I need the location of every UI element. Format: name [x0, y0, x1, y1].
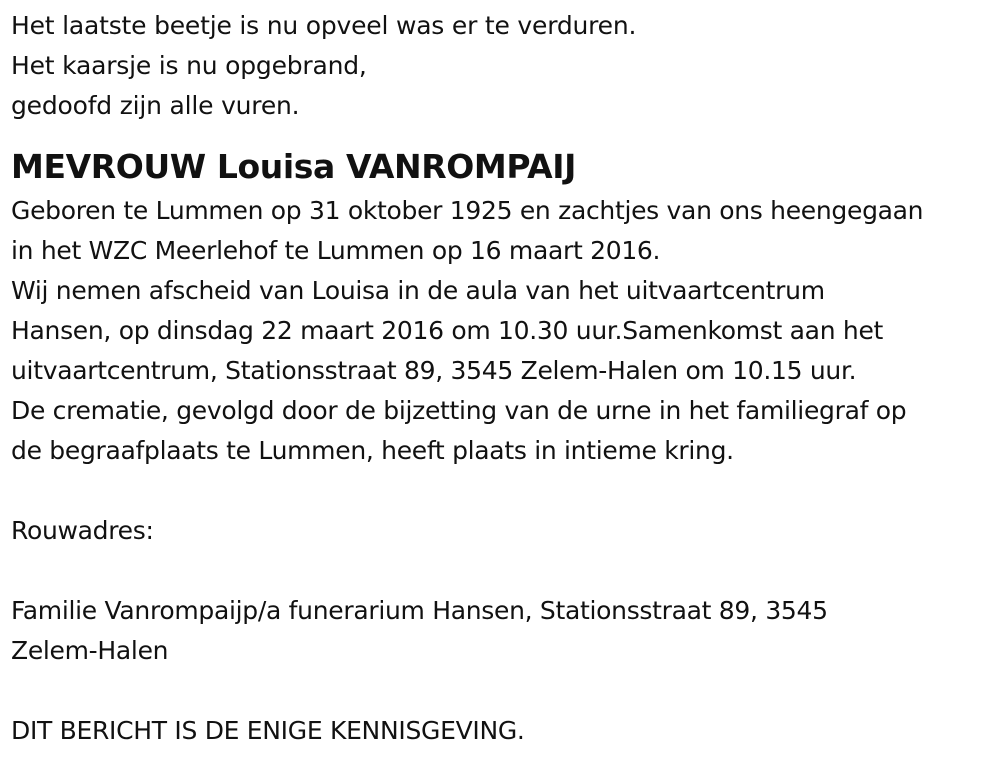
mourning-address [11, 591, 996, 671]
body-line: in het WZC Meerlehof te Lummen op 16 maart 2016. [11, 236, 661, 265]
spacer [11, 551, 996, 591]
body-line: uitvaartcentrum, Stationsstraat 89, 3545 Zelem-Halen om 10.15 uur. [11, 356, 857, 385]
body-line: Wij nemen afscheid van Louisa in de aula van het uitvaartcentrum [11, 276, 825, 305]
deceased-name: MEVROUW Louisa VANROMPAIJ [11, 147, 576, 186]
spacer [11, 471, 996, 511]
poem-line: Het laatste beetje is nu opveel was er te verduren. [11, 11, 637, 40]
spacer [11, 671, 996, 711]
notice-body [11, 191, 996, 471]
poem-line: gedoofd zijn alle vuren. [11, 91, 300, 120]
body-line: Hansen, op dinsdag 22 maart 2016 om 10.30 uur.Samenkomst aan het [11, 316, 884, 345]
body-line: Geboren te Lummen op 31 oktober 1925 en zachtjes van ons heengegaan [11, 196, 924, 225]
obituary-notice [11, 6, 996, 751]
address-heading: Rouwadres: [11, 516, 154, 545]
address-line: Zelem-Halen [11, 636, 169, 665]
body-line: De crematie, gevolgd door de bijzetting van de urne in het familiegraf op [11, 396, 907, 425]
poem [11, 6, 996, 126]
address-line: Familie Vanrompaijp/a funerarium Hansen, Stationsstraat 89, 3545 [11, 596, 828, 625]
poem-line: Het kaarsje is nu opgebrand, [11, 51, 367, 80]
body-line: de begraafplaats te Lummen, heeft plaats in intieme kring. [11, 436, 734, 465]
final-notice: DIT BERICHT IS DE ENIGE KENNISGEVING. [11, 716, 525, 745]
